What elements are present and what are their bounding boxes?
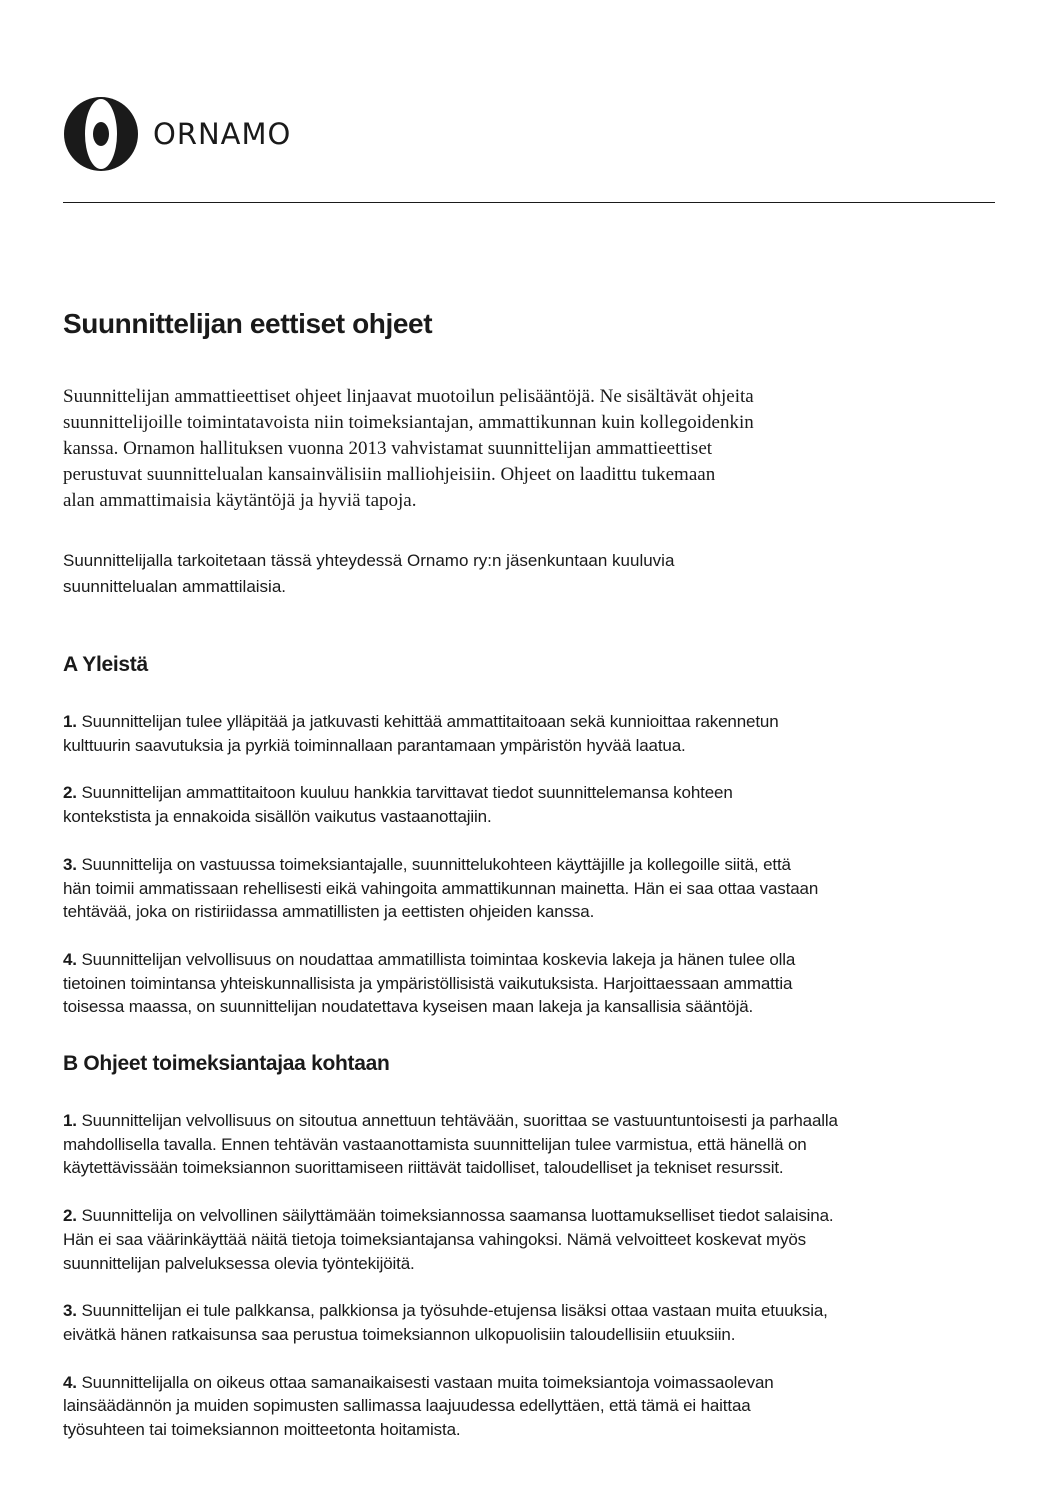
item-line: Suunnittelijan velvollisuus on sitoutua annettuun tehtävään, suorittaa se vastuuntuntoisesti ja parhaalla bbox=[81, 1111, 838, 1131]
guideline-item bbox=[63, 1371, 998, 1442]
guideline-item bbox=[63, 1109, 998, 1180]
intro-paragraph bbox=[63, 384, 943, 514]
guideline-item bbox=[63, 948, 998, 1019]
item-number: 4. bbox=[63, 1372, 77, 1392]
guideline-item bbox=[63, 781, 998, 828]
item-line: hän toimii ammatissaan rehellisesti eikä vahingoita ammattikunnan mainetta. Hän ei saa ottaa vastaan bbox=[63, 878, 819, 898]
intro-line: alan ammattimaisia käytäntöjä ja hyviä tapoja. bbox=[63, 490, 417, 511]
intro-line: kanssa. Ornamon hallituksen vuonna 2013 vahvistamat suunnittelijan ammattieettiset bbox=[63, 438, 713, 459]
ornamo-logo bbox=[63, 96, 291, 172]
item-line: Suunnittelija on velvollinen säilyttämään toimeksiannossa saamansa luottamukselliset tiedot salaisina. bbox=[81, 1206, 834, 1226]
item-line: suunnittelijan palveluksessa olevia työntekijöitä. bbox=[63, 1253, 415, 1273]
item-number: 3. bbox=[63, 1301, 77, 1321]
header-divider bbox=[63, 202, 995, 203]
intro-line: suunnittelijoille toimintatavoista niin toimeksiantajan, ammattikunnan kuin kollegoidenkin bbox=[63, 412, 754, 433]
logo-wordmark: ORNAMO bbox=[153, 117, 292, 151]
item-line: käytettävissään toimeksiannon suorittamiseen riittävät taidolliset, taloudelliset ja tekniset resurssit. bbox=[63, 1158, 784, 1178]
item-line: Hän ei saa väärinkäyttää näitä tietoja toimeksiantajansa vahingoksi. Nämä velvoitteet koskevat myös bbox=[63, 1229, 806, 1249]
item-line: kulttuurin saavutuksia ja pyrkiä toiminnallaan parantamaan ympäristön hyvää laatua. bbox=[63, 735, 686, 755]
definition-line: Suunnittelijalla tarkoitetaan tässä yhteydessä Ornamo ry:n jäsenkuntaan kuuluvia bbox=[63, 551, 675, 570]
item-line: Suunnittelijan ei tule palkkansa, palkkionsa ja työsuhde-etujensa lisäksi ottaa vastaan muita etuuksia, bbox=[81, 1301, 828, 1321]
ornamo-emblem-icon bbox=[63, 96, 139, 172]
intro-line: Suunnittelijan ammattieettiset ohjeet linjaavat muotoilun pelisääntöjä. Ne sisältävät ohjeita bbox=[63, 386, 754, 407]
document-body bbox=[63, 304, 998, 1466]
item-line: tietoinen toimintansa yhteiskunnallisista ja ympäristöllisistä vaikutuksista. Harjoittaessaan ammattia bbox=[63, 973, 793, 993]
section-heading: A Yleistä bbox=[63, 653, 148, 676]
item-line: lainsäädännön ja muiden sopimusten sallimassa laajuudessa edellyttäen, että tämä ei haittaa bbox=[63, 1396, 751, 1416]
item-number: 1. bbox=[63, 1111, 77, 1131]
item-number: 4. bbox=[63, 949, 77, 969]
item-number: 2. bbox=[63, 1206, 77, 1226]
item-number: 2. bbox=[63, 783, 77, 803]
definition-line: suunnittelualan ammattilaisia. bbox=[63, 577, 287, 596]
definition-paragraph bbox=[63, 548, 823, 600]
section-b bbox=[63, 1049, 998, 1442]
section-a bbox=[63, 650, 998, 1019]
item-number: 1. bbox=[63, 712, 77, 731]
item-line: Suunnittelijan tulee ylläpitää ja jatkuvasti kehittää ammattitaitoaan sekä kunnioittaa rakennetun bbox=[81, 712, 779, 731]
item-line: tehtävää, joka on ristiriidassa ammatillisten ja eettisten ohjeiden kanssa. bbox=[63, 902, 595, 922]
document-title: Suunnittelijan eettiset ohjeet bbox=[63, 308, 433, 339]
item-number: 3. bbox=[63, 854, 77, 874]
guideline-item bbox=[63, 710, 998, 757]
item-line: Suunnittelijan ammattitaitoon kuuluu hankkia tarvittavat tiedot suunnittelemansa kohteen bbox=[81, 783, 733, 803]
guideline-item bbox=[63, 1299, 998, 1346]
item-line: eivätkä hänen ratkaisunsa saa perustua toimeksiannon ulkopuolisiin taloudellisiin etuuksiin. bbox=[63, 1324, 736, 1344]
guideline-item bbox=[63, 1204, 998, 1275]
intro-line: perustuvat suunnittelualan kansainvälisiin malliohjeisiin. Ohjeet on laadittu tukemaan bbox=[63, 464, 716, 485]
item-line: Suunnittelijan velvollisuus on noudattaa ammatillista toimintaa koskevia lakeja ja hänen tulee olla bbox=[81, 949, 796, 969]
item-line: mahdollisella tavalla. Ennen tehtävän vastaanottamista suunnittelijan tulee varmistua, että hänellä on bbox=[63, 1134, 807, 1154]
item-line: työsuhteen tai toimeksiannon moitteetonta hoitamista. bbox=[63, 1420, 461, 1440]
section-heading: B Ohjeet toimeksiantajaa kohtaan bbox=[63, 1052, 390, 1076]
item-line: kontekstista ja ennakoida sisällön vaikutus vastaanottajiin. bbox=[63, 807, 492, 827]
guideline-item bbox=[63, 853, 998, 924]
item-line: Suunnittelijalla on oikeus ottaa samanaikaisesti vastaan muita toimeksiantoja voimassaolevan bbox=[81, 1372, 774, 1392]
item-line: toisessa maassa, on suunnittelijan noudatettava kyseisen maan lakeja ja kansallisia sääntöjä. bbox=[63, 997, 754, 1017]
item-line: Suunnittelija on vastuussa toimeksiantajalle, suunnittelukohteen käyttäjille ja kollegoille siitä, että bbox=[81, 854, 791, 874]
